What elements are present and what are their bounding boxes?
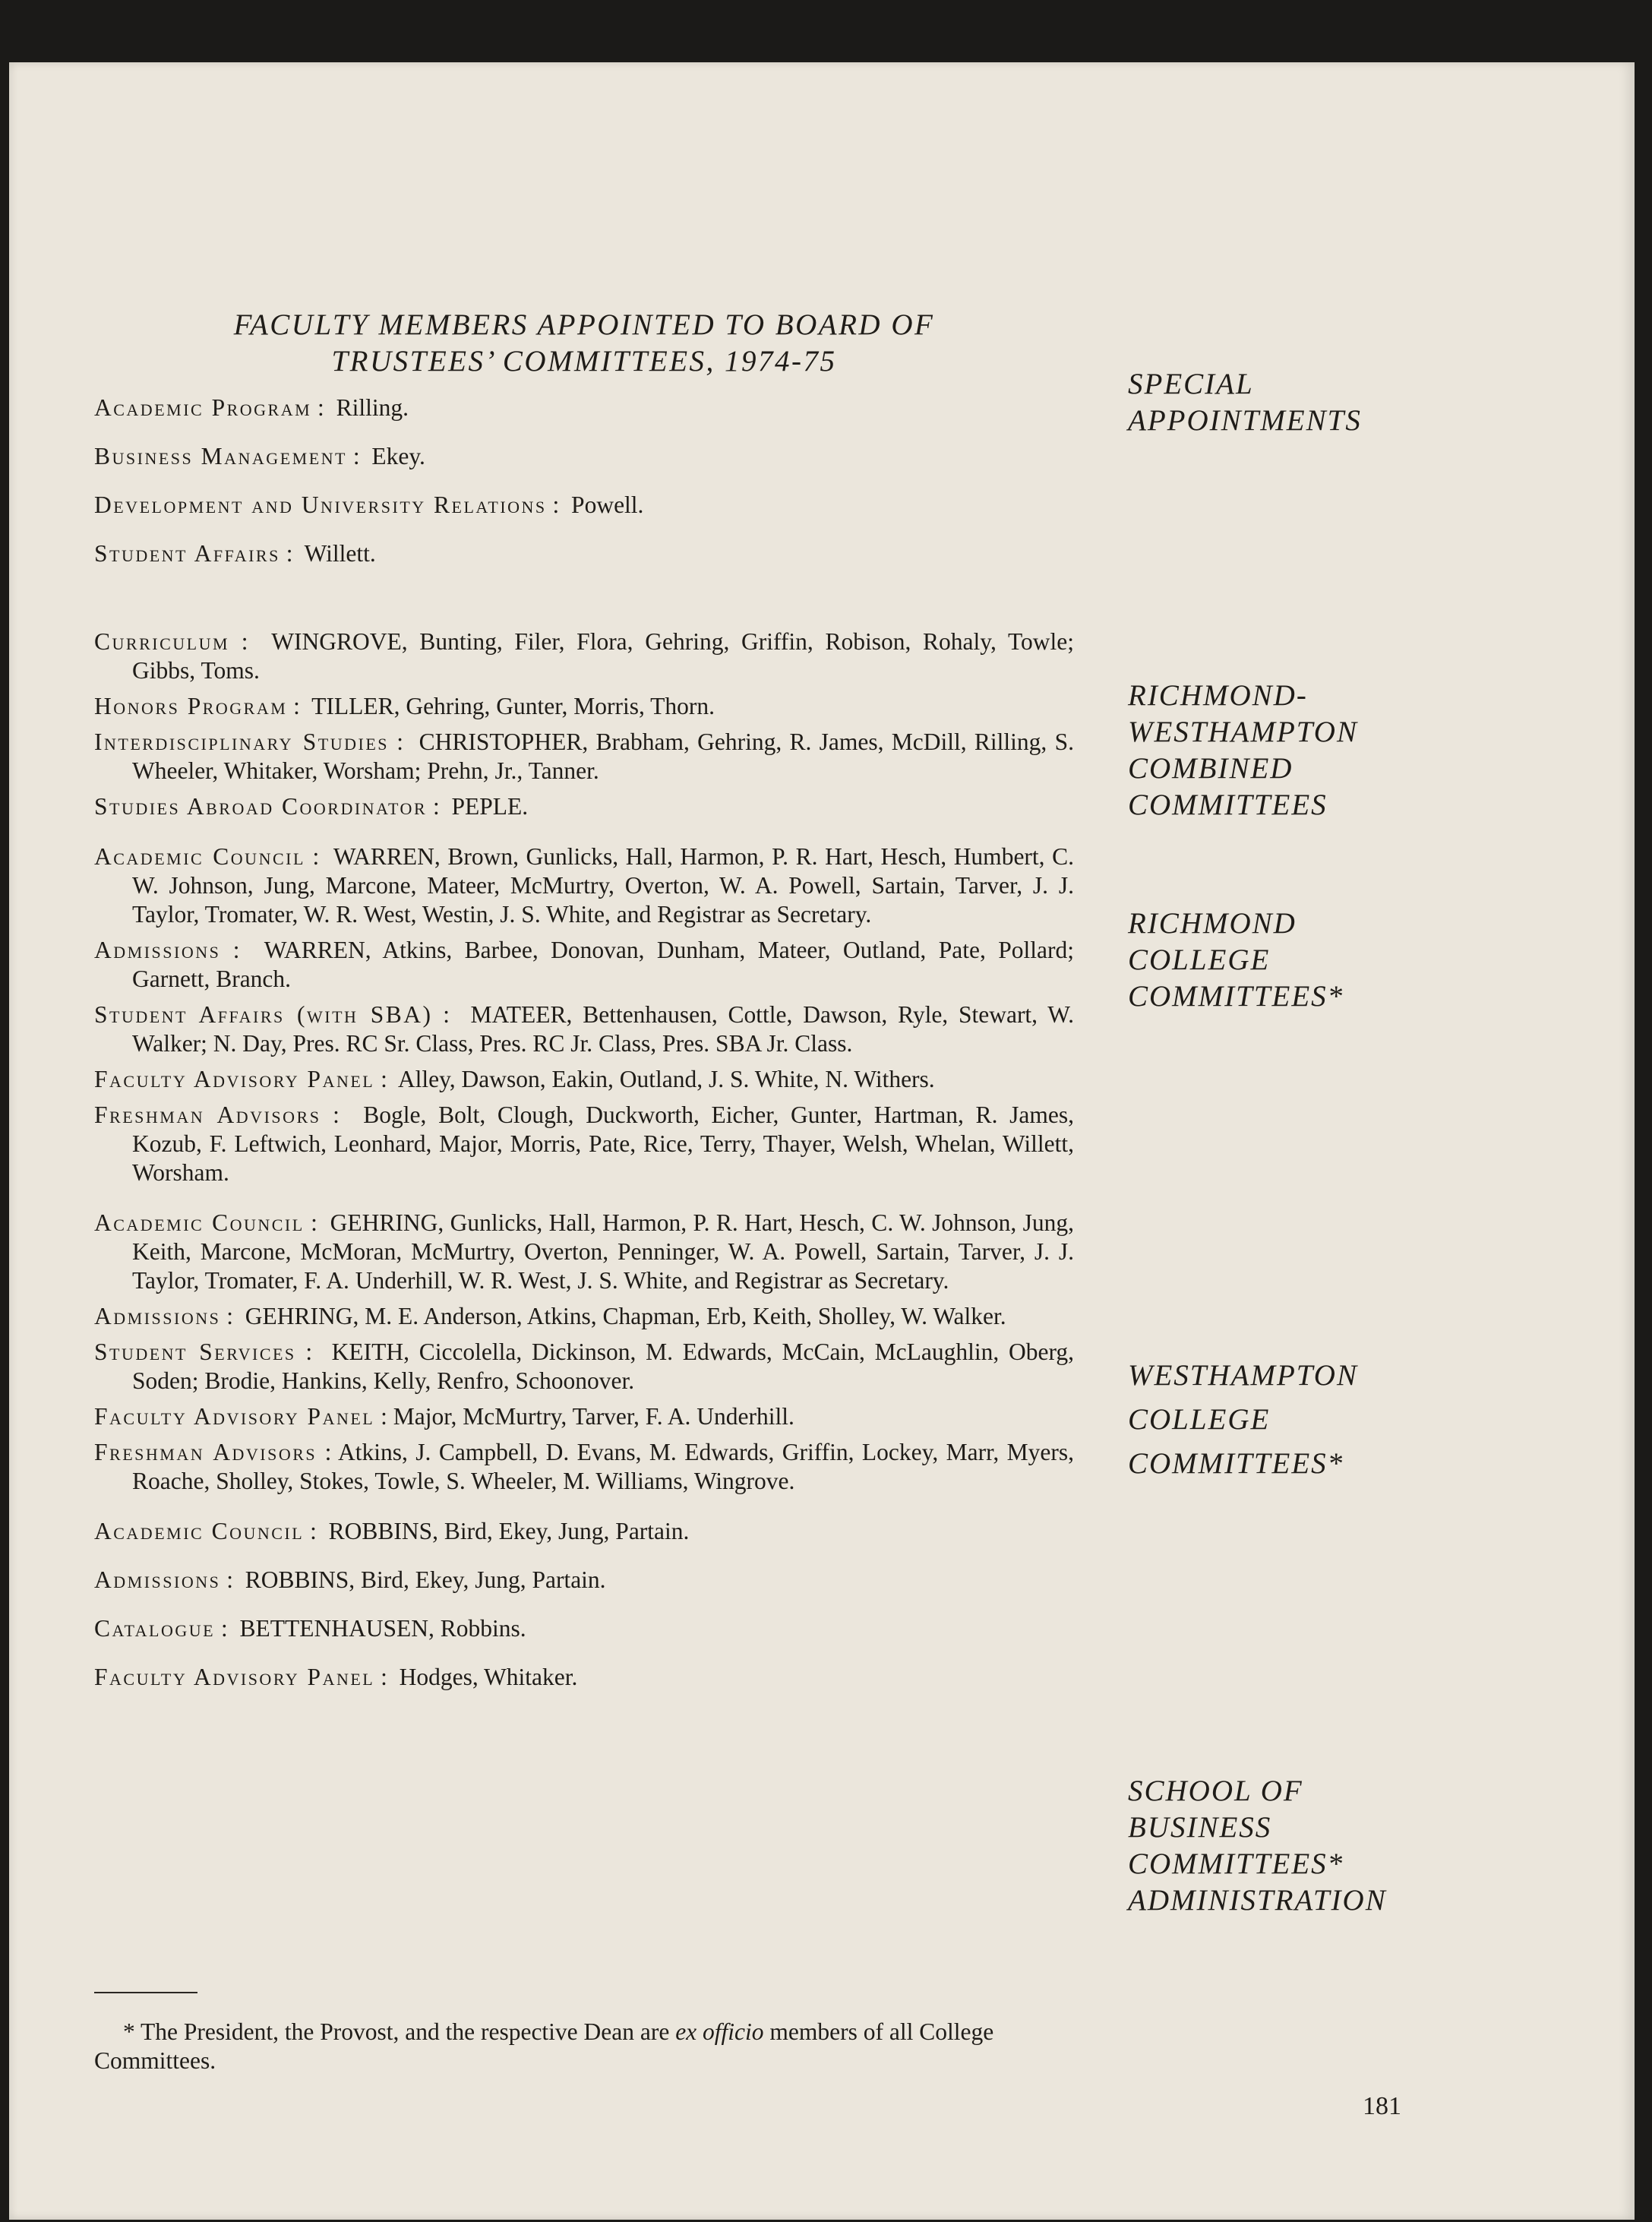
heading-line: COLLEGE [1128, 1403, 1271, 1436]
heading-line: RICHMOND- [1128, 679, 1308, 712]
heading-line: COMMITTEES [1128, 789, 1328, 821]
committee-members: WINGROVE, Bunting, Filer, Flora, Gehring, Griffin, Robison, Rohaly, Towle; Gibbs, Toms. [132, 628, 1075, 684]
committee-entry: Studies Abroad Coordinator : PEPLE. [94, 793, 529, 820]
committee-members: KEITH, Ciccolella, Dickinson, M. Edwards, McCain, McLaughlin, Oberg, Soden; Brodie, Hankins, Kelly, Renfro, Schoonover. [132, 1339, 1074, 1394]
committee-label: Student Affairs (with SBA) [94, 1001, 433, 1028]
committee-members: ROBBINS, Bird, Ekey, Jung, Partain. [328, 1518, 690, 1544]
section-heading-westhampton [1128, 1354, 1462, 1486]
heading-line: COMBINED [1128, 752, 1293, 785]
committee-entry: Academic Council : WARREN, Brown, Gunlicks, Hall, Harmon, P. R. Hart, Hesch, Humbert, C. W. Johnson, Jung, Marcone, Mateer, McMurtry, Overton, W. A. Powell, Sartain, Tarver, J. J. Taylor, Tromater, W. R. West, Westin, J. S. White, and Registrar as Secretary. [94, 843, 1075, 928]
committee-members: Powell. [571, 491, 644, 518]
committee-label: Admissions [94, 937, 221, 963]
heading-line: APPOINTMENTS [1128, 404, 1362, 437]
heading-line: WESTHAMPTON [1128, 716, 1358, 748]
committee-label: Freshman Advisors [94, 1102, 321, 1128]
committee-entry: Academic Council : ROBBINS, Bird, Ekey, Jung, Partain. [94, 1518, 690, 1544]
committee-entry: Admissions : WARREN, Atkins, Barbee, Donovan, Dunham, Mateer, Outland, Pate, Pollard; Garnett, Branch. [94, 937, 1074, 992]
heading-line: COMMITTEES* [1128, 1847, 1344, 1880]
committee-members: Rilling. [336, 394, 409, 421]
footnote-text-end: members of all College Committees. [94, 2018, 994, 2074]
westhampton-college-group [94, 1209, 1074, 1496]
committee-entry: Admissions : ROBBINS, Bird, Ekey, Jung, Partain. [94, 1566, 606, 1593]
page-number: 181 [1363, 2092, 1401, 2120]
committee-entry: Admissions : GEHRING, M. E. Anderson, Atkins, Chapman, Erb, Keith, Sholley, W. Walker. [94, 1303, 1006, 1329]
committee-label: Student Services [94, 1339, 296, 1365]
committee-label: Academic Council [94, 843, 305, 870]
committee-members: GEHRING, Gunlicks, Hall, Harmon, P. R. Hart, Hesch, C. W. Johnson, Jung, Keith, Marcone, McMoran, McMurtry, Overton, Penninger, W. A. Powell, Sartain, Tarver, J. J. Taylor, Tromater, F. A. Underhill, W. R. West, J. S. White, and Registrar as Secretary. [132, 1209, 1075, 1294]
footnote [94, 2018, 1074, 2075]
committee-label: Faculty Advisory Panel [94, 1066, 375, 1092]
committee-members: Willett. [304, 540, 376, 567]
richmond-college-group [94, 842, 1074, 1187]
combined-committees-group [94, 627, 1074, 821]
committee-members: WARREN, Atkins, Barbee, Donovan, Dunham, Mateer, Outland, Pate, Pollard; Garnett, Branch. [132, 937, 1074, 992]
section-heading-combined [1128, 678, 1462, 823]
committee-entry: Curriculum : WINGROVE, Bunting, Filer, Flora, Gehring, Griffin, Robison, Rohaly, Towle; Gibbs, Toms. [94, 628, 1075, 684]
committee-entry: Catalogue : BETTENHAUSEN, Robbins. [94, 1615, 526, 1642]
committee-entry: Faculty Advisory Panel : Hodges, Whitaker. [94, 1664, 578, 1690]
footnote-text: * The President, the Provost, and the respective Dean are [123, 2018, 676, 2045]
committee-label: Student Affairs [94, 540, 280, 567]
committee-entry: Freshman Advisors : Atkins, J. Campbell, D. Evans, M. Edwards, Griffin, Lockey, Marr, Myers, Roache, Sholley, Stokes, Towle, S. Wheeler, M. Williams, Wingrove. [94, 1439, 1074, 1494]
heading-line: COMMITTEES* [1128, 980, 1344, 1013]
heading-line: SPECIAL [1128, 368, 1254, 400]
committee-entry: Business Management : Ekey. [94, 443, 425, 469]
committee-entry: Student Affairs : Willett. [94, 540, 376, 567]
committee-entry: Student Services : KEITH, Ciccolella, Dickinson, M. Edwards, McCain, McLaughlin, Oberg, Soden; Brodie, Hankins, Kelly, Renfro, Schoonover. [94, 1339, 1074, 1394]
footnote-rule [94, 1992, 197, 1993]
business-school-group [94, 1517, 1074, 1692]
committee-entry: Freshman Advisors : Bogle, Bolt, Clough, Duckworth, Eicher, Gunter, Hartman, R. James, Kozub, F. Leftwich, Leonhard, Major, Morris, Pate, Rice, Terry, Thayer, Welsh, Whelan, Willett, Worsham. [94, 1102, 1074, 1186]
committee-label: Freshman Advisors [94, 1439, 317, 1465]
committee-label: Business Management [94, 443, 347, 469]
committee-members: PEPLE. [451, 793, 529, 820]
heading-line: BUSINESS [1128, 1811, 1272, 1844]
committee-members: Hodges, Whitaker. [399, 1664, 578, 1690]
committee-members: Major, McMurtry, Tarver, F. A. Underhill. [393, 1403, 794, 1430]
committee-label: Academic Council [94, 1518, 305, 1544]
committee-members: Alley, Dawson, Eakin, Outland, J. S. White, N. Withers. [397, 1066, 935, 1092]
committee-label: Faculty Advisory Panel [94, 1403, 375, 1430]
committee-entry: Academic Program : Rilling. [94, 394, 409, 421]
committee-label: Curriculum [94, 628, 230, 655]
footnote-emphasis: ex officio [675, 2018, 764, 2045]
committee-label: Admissions [94, 1566, 221, 1593]
committee-label: Studies Abroad Coordinator [94, 793, 428, 820]
committee-label: Interdisciplinary Studies [94, 729, 390, 755]
section-heading-special [1128, 366, 1462, 439]
committee-label: Academic Council [94, 1209, 305, 1236]
page-title [94, 307, 1074, 380]
committee-listing [94, 307, 1074, 1713]
committee-members: GEHRING, M. E. Anderson, Atkins, Chapman, Erb, Keith, Sholley, W. Walker. [245, 1303, 1006, 1329]
committee-members: Bogle, Bolt, Clough, Duckworth, Eicher, Gunter, Hartman, R. James, Kozub, F. Leftwich, Leonhard, Major, Morris, Pate, Rice, Terry, Thayer, Welsh, Whelan, Willett, Worsham. [132, 1102, 1074, 1186]
committee-entry: Academic Council : GEHRING, Gunlicks, Hall, Harmon, P. R. Hart, Hesch, C. W. Johnson, Jung, Keith, Marcone, McMoran, McMurtry, Overton, Penninger, W. A. Powell, Sartain, Tarver, J. J. Taylor, Tromater, F. A. Underhill, W. R. West, J. S. White, and Registrar as Secretary. [94, 1209, 1075, 1294]
committee-members: ROBBINS, Bird, Ekey, Jung, Partain. [245, 1566, 606, 1593]
heading-line: RICHMOND [1128, 907, 1297, 940]
committee-entry: Development and University Relations : Powell. [94, 491, 644, 518]
section-heading-richmond [1128, 906, 1462, 1015]
committee-entry: Faculty Advisory Panel : Alley, Dawson, Eakin, Outland, J. S. White, N. Withers. [94, 1066, 935, 1092]
committee-label: Faculty Advisory Panel [94, 1664, 375, 1690]
committee-members: TILLER, Gehring, Gunter, Morris, Thorn. [311, 693, 715, 719]
committee-entry: Student Affairs (with SBA) : MATEER, Bettenhausen, Cottle, Dawson, Ryle, Stewart, W. Walker; N. Day, Pres. RC Sr. Class, Pres. RC Jr. Class, Pres. SBA Jr. Class. [94, 1001, 1074, 1057]
committee-entry: Honors Program : TILLER, Gehring, Gunter, Morris, Thorn. [94, 693, 715, 719]
section-heading-business [1128, 1773, 1462, 1919]
title-line-1: FACULTY MEMBERS APPOINTED TO BOARD OF [233, 308, 935, 341]
committee-members: Atkins, J. Campbell, D. Evans, M. Edwards, Griffin, Lockey, Marr, Myers, Roache, Sholley, Stokes, Towle, S. Wheeler, M. Williams, Wingrove. [132, 1439, 1074, 1494]
committee-entry: Faculty Advisory Panel : Major, McMurtry, Tarver, F. A. Underhill. [94, 1403, 794, 1430]
committee-entry: Interdisciplinary Studies : CHRISTOPHER, Brabham, Gehring, R. James, McDill, Rilling, S. Wheeler, Whitaker, Worsham; Prehn, Jr., Tanner. [94, 729, 1074, 784]
committee-members: MATEER, Bettenhausen, Cottle, Dawson, Ryle, Stewart, W. Walker; N. Day, Pres. RC Sr. Class, Pres. RC Jr. Class, Pres. SBA Jr. Class. [132, 1001, 1074, 1057]
committee-members: BETTENHAUSEN, Robbins. [239, 1615, 526, 1642]
committee-members: Ekey. [371, 443, 425, 469]
committee-label: Academic Program [94, 394, 312, 421]
committee-members: WARREN, Brown, Gunlicks, Hall, Harmon, P. R. Hart, Hesch, Humbert, C. W. Johnson, Jung, Marcone, Mateer, McMurtry, Overton, W. A. Powell, Sartain, Tarver, J. J. Taylor, Tromater, W. R. West, Westin, J. S. White, and Registrar as Secretary. [132, 843, 1075, 928]
document-page [9, 62, 1635, 2220]
title-line-2: TRUSTEES’ COMMITTEES, 1974-75 [331, 345, 837, 378]
heading-line: COMMITTEES* [1128, 1447, 1344, 1480]
heading-line: ADMINISTRATION [1128, 1884, 1387, 1917]
committee-members: CHRISTOPHER, Brabham, Gehring, R. James, McDill, Rilling, S. Wheeler, Whitaker, Worsham; Prehn, Jr., Tanner. [132, 729, 1074, 784]
committee-label: Development and University Relations [94, 491, 547, 518]
committee-label: Admissions [94, 1303, 221, 1329]
heading-line: SCHOOL OF [1128, 1775, 1303, 1807]
special-appointments-group [94, 394, 1074, 568]
committee-label: Honors Program [94, 693, 288, 719]
heading-line: COLLEGE [1128, 943, 1271, 976]
committee-label: Catalogue [94, 1615, 216, 1642]
heading-line: WESTHAMPTON [1128, 1359, 1358, 1392]
